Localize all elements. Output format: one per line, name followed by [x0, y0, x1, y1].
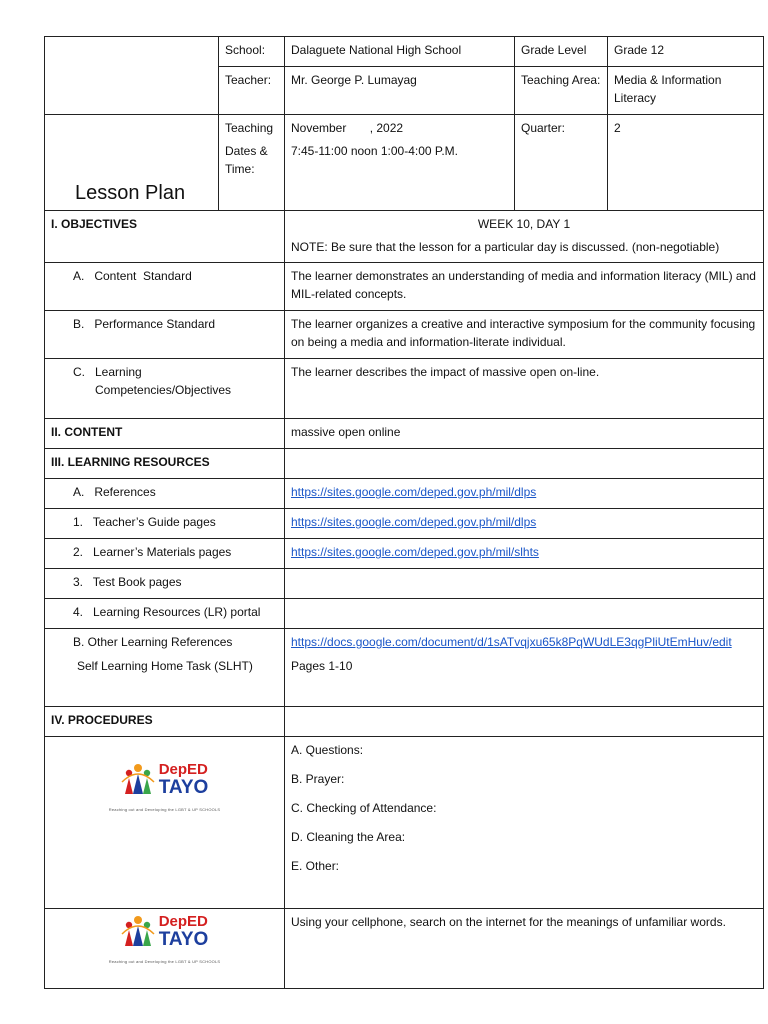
- school-value: Dalaguete National High School: [285, 37, 515, 67]
- dates-label-line1: Teaching: [225, 121, 274, 135]
- other-references-title: B. Other Learning References: [73, 635, 233, 649]
- procedures-list: [285, 737, 764, 909]
- test-book-label: 3. Test Book pages: [45, 569, 285, 599]
- lr-portal-label: 4. Learning Resources (LR) portal: [45, 599, 285, 629]
- logo-tagline: Reaching out and Developing the LGBT & UP SCHOOLS: [108, 807, 221, 812]
- logo-deped-text: DepED: [158, 761, 208, 778]
- references-label: A. References: [45, 479, 285, 509]
- performance-standard-text: The learner organizes a creative and interactive symposium for the community focusing on being a media and information-literate individual.: [285, 311, 764, 359]
- grade-label: Grade Level: [515, 37, 608, 67]
- content-standard-label: A. Content Standard: [45, 263, 285, 311]
- content-value: massive open online: [285, 419, 764, 449]
- content-standard-text: The learner demonstrates an understanding of media and information literacy (MIL) and MIL-related concepts.: [285, 263, 764, 311]
- objectives-heading: I. OBJECTIVES: [45, 211, 285, 263]
- teachers-guide-link[interactable]: https://sites.google.com/deped.gov.ph/mil/dlps: [291, 515, 537, 529]
- lesson-plan-document: [44, 36, 763, 989]
- grade-value: Grade 12: [608, 37, 764, 67]
- other-references-link[interactable]: https://docs.google.com/document/d/1sATvqjxu65k8PqWUdLE3qgPliUtEmHuv/edit: [291, 635, 732, 649]
- learners-materials-label: 2. Learner’s Materials pages: [45, 539, 285, 569]
- other-references-label: [45, 629, 285, 707]
- dates-label-line2: Dates & Time:: [225, 144, 268, 176]
- competencies-label-line2: Competencies/Objectives: [95, 383, 232, 397]
- competencies-label: [45, 359, 285, 419]
- deped-tayo-logo: [121, 761, 209, 797]
- slht-label: Self Learning Home Task (SLHT): [77, 659, 253, 673]
- teacher-value: Mr. George P. Lumayag: [285, 67, 515, 115]
- week-label: WEEK 10, DAY 1: [477, 217, 571, 231]
- resources-heading-blank: [285, 449, 764, 479]
- procedures-heading: IV. PROCEDURES: [45, 707, 285, 737]
- lr-portal-value: [285, 599, 764, 629]
- pages-text: Pages 1-10: [291, 659, 353, 673]
- people-icon: [121, 762, 155, 796]
- dates-label: [219, 115, 285, 211]
- deped-tayo-logo-2: [121, 913, 209, 949]
- procedures-heading-blank: [285, 707, 764, 737]
- procedure-item-prayer: B. Prayer:: [291, 772, 345, 786]
- people-icon: [121, 914, 155, 948]
- dates-value-line1: November , 2022: [291, 121, 404, 135]
- activity-text: Using your cellphone, search on the internet for the meanings of unfamiliar words.: [285, 909, 764, 989]
- procedure-item-other: E. Other:: [291, 859, 340, 873]
- logo-deped-text: DepED: [158, 913, 208, 930]
- competencies-label-line1: C. Learning: [73, 365, 142, 379]
- test-book-value: [285, 569, 764, 599]
- references-link-cell: [285, 479, 764, 509]
- logo-tayo-text: TAYO: [158, 929, 209, 950]
- procedure-item-questions: A. Questions:: [291, 743, 364, 757]
- area-label: Teaching Area:: [515, 67, 608, 115]
- dates-value: [285, 115, 515, 211]
- area-value: Media & Information Literacy: [608, 67, 764, 115]
- procedure-item-cleaning: D. Cleaning the Area:: [291, 830, 406, 844]
- content-heading: II. CONTENT: [45, 419, 285, 449]
- school-label: School:: [219, 37, 285, 67]
- resources-heading: III. LEARNING RESOURCES: [45, 449, 285, 479]
- logo-tayo-text: TAYO: [158, 777, 209, 798]
- header-blank-cell: [45, 37, 219, 115]
- lesson-plan-table: [44, 36, 764, 989]
- teacher-label: Teacher:: [219, 67, 285, 115]
- learners-materials-link-cell: [285, 539, 764, 569]
- teachers-guide-label: 1. Teacher’s Guide pages: [45, 509, 285, 539]
- objectives-week-note: [285, 211, 764, 263]
- dates-value-line2: 7:45-11:00 noon 1:00-4:00 P.M.: [291, 144, 459, 158]
- objectives-note: NOTE: Be sure that the lesson for a particular day is discussed. (non-negotiable): [291, 240, 720, 254]
- quarter-label: Quarter:: [515, 115, 608, 211]
- activity-logo-cell: [45, 909, 285, 989]
- teachers-guide-link-cell: [285, 509, 764, 539]
- learners-materials-link[interactable]: https://sites.google.com/deped.gov.ph/mil/slhts: [291, 545, 539, 559]
- references-link[interactable]: https://sites.google.com/deped.gov.ph/mil/dlps: [291, 485, 537, 499]
- procedure-item-attendance: C. Checking of Attendance:: [291, 801, 437, 815]
- performance-standard-label: B. Performance Standard: [45, 311, 285, 359]
- other-references-cell: [285, 629, 764, 707]
- competencies-text: The learner describes the impact of massive open on-line.: [285, 359, 764, 419]
- procedures-logo-cell: [45, 737, 285, 909]
- page-title: Lesson Plan: [45, 115, 219, 211]
- logo-tagline: Reaching out and Developing the LGBT & UP SCHOOLS: [108, 959, 221, 964]
- quarter-value: 2: [608, 115, 764, 211]
